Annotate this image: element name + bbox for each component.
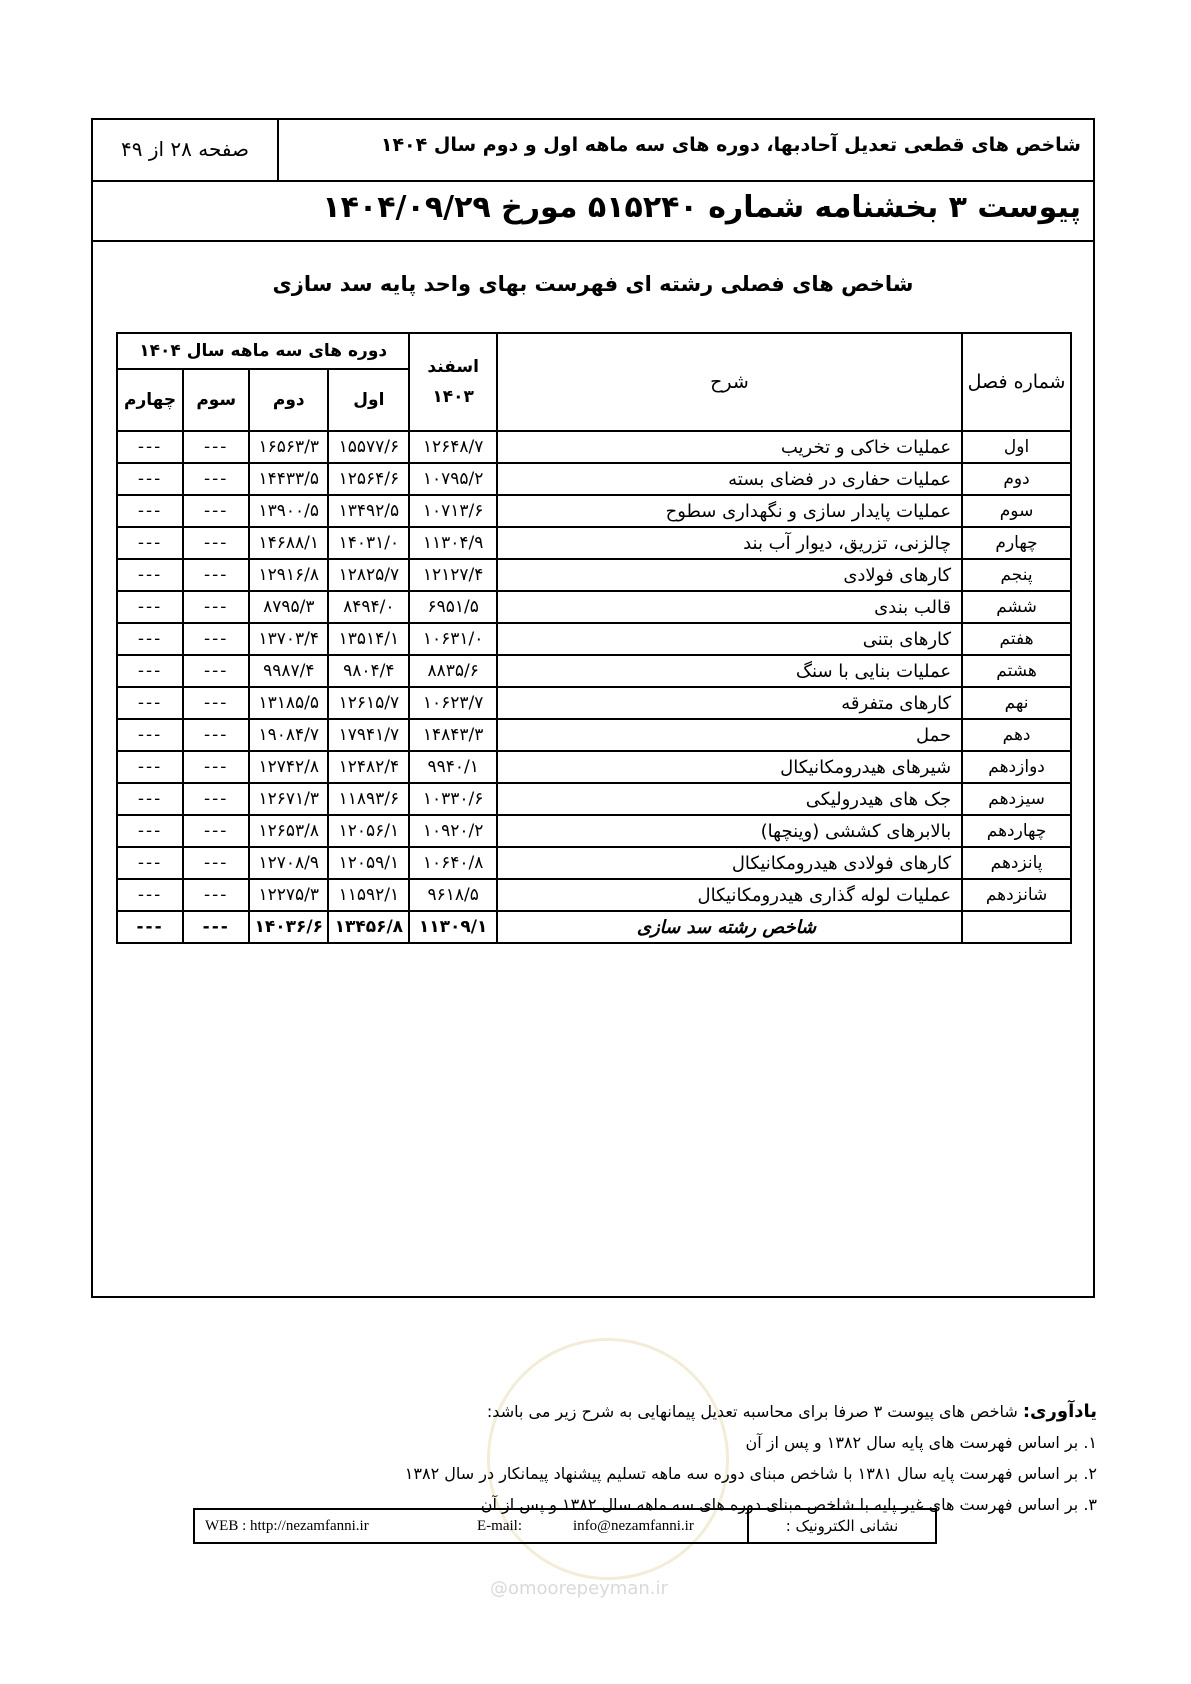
q4-cell: ---: [117, 559, 183, 591]
email-link[interactable]: info@nezamfanni.ir: [573, 1518, 694, 1534]
circular-title: پیوست ۳ بخشنامه شماره ۵۱۵۲۴۰ مورخ ۱۴۰۴/۰۹/۲۹: [322, 190, 1081, 225]
total-label: شاخص رشته سد سازی: [497, 911, 962, 943]
q1-cell: ۱۳۴۹۲/۵: [328, 495, 409, 527]
chapter-cell: پانزدهم: [962, 847, 1071, 879]
q1-cell: ۱۲۰۵۹/۱: [328, 847, 409, 879]
q4-cell: ---: [117, 687, 183, 719]
q4-cell: ---: [117, 591, 183, 623]
q3-header: سوم: [183, 369, 249, 431]
desc-cell: عملیات لوله گذاری هیدرومکانیکال: [497, 879, 962, 911]
q1-cell: ۱۱۵۹۲/۱: [328, 879, 409, 911]
chapter-header: شماره فصل: [962, 333, 1071, 431]
q2-cell: ۸۷۹۵/۳: [249, 591, 328, 623]
q2-cell: ۹۹۸۷/۴: [249, 655, 328, 687]
desc-cell: کارهای بتنی: [497, 623, 962, 655]
desc-cell: عملیات حفاری در فضای بسته: [497, 463, 962, 495]
q1-header: اول: [328, 369, 409, 431]
q3-cell: ---: [183, 687, 249, 719]
q3-cell: ---: [183, 719, 249, 751]
chapter-cell: دوازدهم: [962, 751, 1071, 783]
q2-cell: ۱۳۱۸۵/۵: [249, 687, 328, 719]
table-row: [117, 687, 1071, 719]
chapter-cell: سوم: [962, 495, 1071, 527]
table-row: [117, 559, 1071, 591]
esfand-cell: ۱۰۷۹۵/۲: [409, 463, 496, 495]
chapter-cell: هشتم: [962, 655, 1071, 687]
website-link[interactable]: WEB : http://nezamfanni.ir: [205, 1518, 369, 1534]
q2-cell: ۱۴۶۸۸/۱: [249, 527, 328, 559]
q2-header: دوم: [249, 369, 328, 431]
desc-cell: بالابرهای کششی (وینچها): [497, 815, 962, 847]
q4-cell: ---: [117, 719, 183, 751]
document-title: شاخص های قطعی تعدیل آحادبها، دوره های سه ماهه اول و دوم سال ۱۴۰۴: [380, 134, 1081, 156]
chapter-cell: ششم: [962, 591, 1071, 623]
q2-cell: ۱۲۲۷۵/۳: [249, 879, 328, 911]
esfand-cell: ۱۰۹۲۰/۲: [409, 815, 496, 847]
notes: [197, 1396, 1097, 1520]
table-row: [117, 591, 1071, 623]
q1-cell: ۸۴۹۴/۰: [328, 591, 409, 623]
esfand-cell: ۹۶۱۸/۵: [409, 879, 496, 911]
chapter-cell: هفتم: [962, 623, 1071, 655]
q3-cell: ---: [183, 495, 249, 527]
chapter-cell: چهارم: [962, 527, 1071, 559]
desc-cell: جک های هیدرولیکی: [497, 783, 962, 815]
q2-cell: ۱۳۷۰۳/۴: [249, 623, 328, 655]
table-row: [117, 623, 1071, 655]
q2-cell: ۱۲۶۷۱/۳: [249, 783, 328, 815]
header-row: [93, 120, 1093, 182]
esfand-cell: ۱۴۸۴۳/۳: [409, 719, 496, 751]
q4-cell: ---: [117, 783, 183, 815]
q4-cell: ---: [117, 815, 183, 847]
q3-cell: ---: [183, 847, 249, 879]
table-row: [117, 847, 1071, 879]
esfand-cell: ۶۹۵۱/۵: [409, 591, 496, 623]
q3-cell: ---: [183, 463, 249, 495]
q3-cell: ---: [183, 623, 249, 655]
desc-cell: عملیات خاکی و تخریب: [497, 431, 962, 463]
q2-cell: ۱۹۰۸۴/۷: [249, 719, 328, 751]
esfand-cell: ۱۰۶۴۰/۸: [409, 847, 496, 879]
q3-cell: ---: [183, 559, 249, 591]
q4-cell: ---: [117, 847, 183, 879]
esfand-cell: ۱۲۱۲۷/۴: [409, 559, 496, 591]
q1-cell: ۱۲۶۱۵/۷: [328, 687, 409, 719]
desc-cell: کارهای متفرقه: [497, 687, 962, 719]
note-item: ۲. بر اساس فهرست پایه سال ۱۳۸۱ با شاخص مبنای دوره سه ماهه تسلیم پیشنهاد پیمانکار در سال ۱۳۸۲: [404, 1464, 1097, 1483]
esfand-cell: ۸۸۳۵/۶: [409, 655, 496, 687]
q3-cell: ---: [183, 751, 249, 783]
q1-cell: ۱۴۰۳۱/۰: [328, 527, 409, 559]
desc-cell: چالزنی، تزریق، دیوار آب بند: [497, 527, 962, 559]
chapter-cell: سیزدهم: [962, 783, 1071, 815]
total-row: [117, 911, 1071, 943]
q2-cell: ۱۲۷۰۸/۹: [249, 847, 328, 879]
footer-box: [193, 1508, 937, 1544]
q4-cell: ---: [117, 431, 183, 463]
note-item: ۱. بر اساس فهرست های پایه سال ۱۳۸۲ و پس از آن: [745, 1433, 1097, 1452]
desc-cell: حمل: [497, 719, 962, 751]
esfand-cell: ۱۰۶۲۳/۷: [409, 687, 496, 719]
notes-head: یادآوری:: [1022, 1401, 1097, 1422]
table-row: [117, 719, 1071, 751]
desc-cell: کارهای فولادی: [497, 559, 962, 591]
table-row: [117, 815, 1071, 847]
desc-header: شرح: [497, 333, 962, 431]
q1-cell: ۱۲۸۲۵/۷: [328, 559, 409, 591]
total-esfand-cell: ۱۱۳۰۹/۱: [409, 911, 496, 943]
q2-cell: ۱۳۹۰۰/۵: [249, 495, 328, 527]
table-title: شاخص های فصلی رشته ای فهرست بهای واحد پایه سد سازی: [272, 272, 914, 296]
index-table: [116, 332, 1072, 944]
desc-cell: عملیات پایدار سازی و نگهداری سطوح: [497, 495, 962, 527]
email-label: E-mail:: [477, 1518, 522, 1534]
esfand-cell: ۱۰۶۳۱/۰: [409, 623, 496, 655]
q1-cell: ۱۱۸۹۳/۶: [328, 783, 409, 815]
table-row: [117, 495, 1071, 527]
table-row: [117, 879, 1071, 911]
q2-cell: ۱۲۹۱۶/۸: [249, 559, 328, 591]
total-q2-cell: ۱۴۰۳۶/۶: [249, 911, 328, 943]
q2-cell: ۱۲۷۴۲/۸: [249, 751, 328, 783]
q3-cell: ---: [183, 815, 249, 847]
table-row: [117, 431, 1071, 463]
q2-cell: ۱۲۶۵۳/۸: [249, 815, 328, 847]
desc-cell: عملیات بنایی با سنگ: [497, 655, 962, 687]
period-group-header: دوره های سه ماهه سال ۱۴۰۴: [117, 333, 409, 369]
note-item: ۳. بر اساس فهرست های غیر پایه با شاخص مبنای دوره های سه ماهه سال ۱۳۸۲ و پس از آن: [480, 1495, 1097, 1514]
q1-cell: ۱۲۵۶۴/۶: [328, 463, 409, 495]
chapter-cell: دهم: [962, 719, 1071, 751]
q4-header: چهارم: [117, 369, 183, 431]
q3-cell: ---: [183, 591, 249, 623]
chapter-cell: دوم: [962, 463, 1071, 495]
q4-cell: ---: [117, 879, 183, 911]
q2-cell: ۱۴۴۳۳/۵: [249, 463, 328, 495]
q1-cell: ۱۷۹۴۱/۷: [328, 719, 409, 751]
footer-label: نشانی الکترونیک :: [747, 1510, 935, 1542]
total-chapter-cell: [962, 911, 1071, 943]
esfand-cell: ۱۱۳۰۴/۹: [409, 527, 496, 559]
esfand-cell: ۹۹۴۰/۱: [409, 751, 496, 783]
page-number: صفحه ۲۸ از ۴۹: [93, 120, 279, 180]
chapter-cell: چهاردهم: [962, 815, 1071, 847]
table-body: [117, 431, 1071, 943]
watermark-text: @omoorepeyman.ir: [490, 1578, 668, 1599]
page-frame: [91, 118, 1095, 1298]
q3-cell: ---: [183, 431, 249, 463]
q3-cell: ---: [183, 783, 249, 815]
q1-cell: ۱۳۵۱۴/۱: [328, 623, 409, 655]
q1-cell: ۱۵۵۷۷/۶: [328, 431, 409, 463]
q3-cell: ---: [183, 527, 249, 559]
q3-cell: ---: [183, 655, 249, 687]
q4-cell: ---: [117, 655, 183, 687]
esfand-cell: ۱۰۷۱۳/۶: [409, 495, 496, 527]
q2-cell: ۱۶۵۶۳/۳: [249, 431, 328, 463]
notes-intro: شاخص های پیوست ۳ صرفا برای محاسبه تعدیل پیمانهایی به شرح زیر می باشد:: [486, 1402, 1018, 1421]
esfand-cell: ۱۰۳۳۰/۶: [409, 783, 496, 815]
q1-cell: ۱۲۰۵۶/۱: [328, 815, 409, 847]
q4-cell: ---: [117, 495, 183, 527]
total-q3-cell: ---: [183, 911, 249, 943]
desc-cell: قالب بندی: [497, 591, 962, 623]
esfand-cell: ۱۲۶۴۸/۷: [409, 431, 496, 463]
desc-cell: شیرهای هیدرومکانیکال: [497, 751, 962, 783]
total-q4-cell: ---: [117, 911, 183, 943]
q4-cell: ---: [117, 463, 183, 495]
circular-row: [93, 182, 1093, 242]
table-row: [117, 655, 1071, 687]
q4-cell: ---: [117, 623, 183, 655]
q4-cell: ---: [117, 751, 183, 783]
esfand-header: اسفند ۱۴۰۳: [409, 333, 496, 431]
table-row: [117, 527, 1071, 559]
table-row: [117, 463, 1071, 495]
q3-cell: ---: [183, 879, 249, 911]
table-row: [117, 751, 1071, 783]
desc-cell: کارهای فولادی هیدرومکانیکال: [497, 847, 962, 879]
q4-cell: ---: [117, 527, 183, 559]
chapter-cell: شانزدهم: [962, 879, 1071, 911]
chapter-cell: اول: [962, 431, 1071, 463]
q1-cell: ۱۲۴۸۲/۴: [328, 751, 409, 783]
total-q1-cell: ۱۳۴۵۶/۸: [328, 911, 409, 943]
chapter-cell: پنجم: [962, 559, 1071, 591]
q1-cell: ۹۸۰۴/۴: [328, 655, 409, 687]
chapter-cell: نهم: [962, 687, 1071, 719]
table-row: [117, 783, 1071, 815]
